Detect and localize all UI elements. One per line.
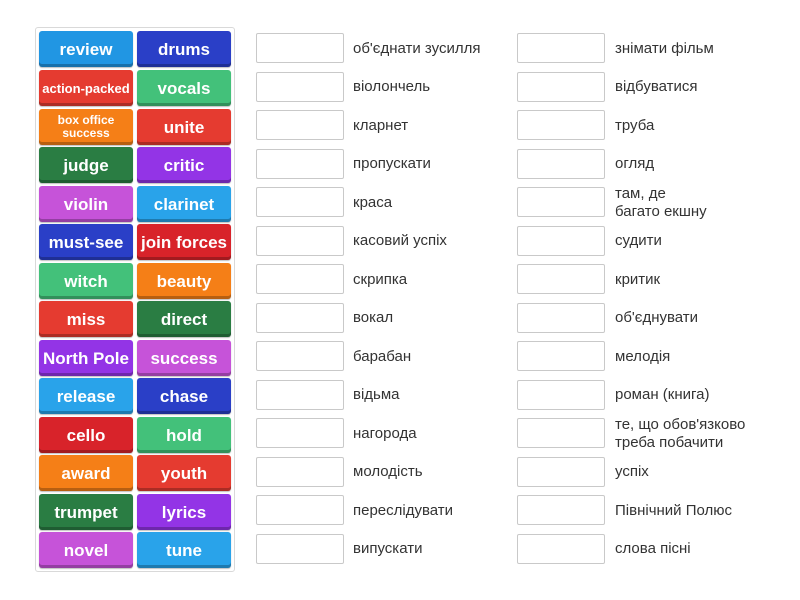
clue-text: Північний Полюс	[615, 502, 733, 519]
clue-text: труба	[615, 117, 655, 134]
answer-slot[interactable]	[256, 226, 344, 256]
clue-text: об'єднати зусилля	[353, 40, 481, 57]
clue-text: барабан	[353, 348, 412, 365]
tile-success[interactable]: success	[137, 340, 231, 376]
clue-text: пропускати	[353, 155, 431, 172]
answer-slot[interactable]	[256, 495, 344, 525]
clue-text: судити	[615, 232, 662, 249]
tile-judge[interactable]: judge	[39, 147, 133, 183]
tile-miss[interactable]: miss	[39, 301, 133, 337]
clue-text: огляд	[615, 155, 655, 172]
answer-slot[interactable]	[256, 303, 344, 333]
clue-text: роман (книга)	[615, 386, 710, 403]
clue-text: вокал	[353, 309, 394, 326]
answer-slot[interactable]	[256, 149, 344, 179]
clue-text-line1: те, що обов'язково	[615, 416, 746, 433]
tile-review[interactable]: review	[39, 31, 133, 67]
answer-slot[interactable]	[256, 33, 344, 63]
tile-must-see[interactable]: must-see	[39, 224, 133, 260]
clue-text: кларнет	[353, 117, 409, 134]
clue-text: молодість	[353, 463, 423, 480]
clue-text: переслідувати	[353, 502, 454, 519]
answer-slot[interactable]	[517, 341, 605, 371]
tile-beauty[interactable]: beauty	[137, 263, 231, 299]
answer-slot[interactable]	[256, 534, 344, 564]
tile-novel[interactable]: novel	[39, 532, 133, 568]
clue-text: краса	[353, 194, 393, 211]
tile-trumpet[interactable]: trumpet	[39, 494, 133, 530]
clue-text: успіх	[615, 463, 649, 480]
tile-direct[interactable]: direct	[137, 301, 231, 337]
tile-witch[interactable]: witch	[39, 263, 133, 299]
clue-text: слова пісні	[615, 540, 691, 557]
tile-chase[interactable]: chase	[137, 378, 231, 414]
tile-box-office-success[interactable]: box office success	[39, 109, 133, 145]
tile-release[interactable]: release	[39, 378, 133, 414]
answer-slot[interactable]	[256, 380, 344, 410]
tile-cello[interactable]: cello	[39, 417, 133, 453]
clue-text: знімати фільм	[615, 40, 714, 57]
answer-slot[interactable]	[517, 72, 605, 102]
answer-slot[interactable]	[517, 457, 605, 487]
clue-text-line2: багато екшну	[615, 203, 707, 220]
answer-slot[interactable]	[517, 149, 605, 179]
answer-slot[interactable]	[256, 418, 344, 448]
tile-hold[interactable]: hold	[137, 417, 231, 453]
clue-text: відьма	[353, 386, 400, 403]
answer-slot[interactable]	[517, 380, 605, 410]
clue-text: касовий успіх	[353, 232, 447, 249]
answer-slot[interactable]	[517, 264, 605, 294]
answer-slot[interactable]	[517, 110, 605, 140]
tile-vocals[interactable]: vocals	[137, 70, 231, 106]
word-bank	[35, 27, 235, 572]
clue-text: випускати	[353, 540, 423, 557]
clue-text: об'єднувати	[615, 309, 699, 326]
clue-text-line1: там, де	[615, 185, 666, 202]
answer-slot[interactable]	[256, 264, 344, 294]
clue-text: нагорода	[353, 425, 417, 442]
tile-lyrics[interactable]: lyrics	[137, 494, 231, 530]
tile-youth[interactable]: youth	[137, 455, 231, 491]
tile-north-pole[interactable]: North Pole	[39, 340, 133, 376]
clue-text: мелодія	[615, 348, 671, 365]
answer-slot[interactable]	[256, 341, 344, 371]
tile-action-packed[interactable]: action-packed	[39, 70, 133, 106]
tile-drums[interactable]: drums	[137, 31, 231, 67]
answer-slot[interactable]	[256, 187, 344, 217]
answer-slot[interactable]	[517, 495, 605, 525]
clue-text: скрипка	[353, 271, 408, 288]
tile-critic[interactable]: critic	[137, 147, 231, 183]
answer-slot[interactable]	[517, 534, 605, 564]
answer-slot[interactable]	[517, 187, 605, 217]
tile-award[interactable]: award	[39, 455, 133, 491]
tile-tune[interactable]: tune	[137, 532, 231, 568]
answer-slot[interactable]	[256, 457, 344, 487]
clue-text-line2: треба побачити	[615, 434, 724, 451]
clue-text: критик	[615, 271, 661, 288]
answer-slot[interactable]	[517, 418, 605, 448]
tile-unite[interactable]: unite	[137, 109, 231, 145]
tile-join-forces[interactable]: join forces	[137, 224, 231, 260]
answer-slot[interactable]	[517, 303, 605, 333]
answer-slot[interactable]	[517, 226, 605, 256]
clue-text: відбуватися	[615, 78, 698, 95]
answer-slot[interactable]	[517, 33, 605, 63]
tile-violin[interactable]: violin	[39, 186, 133, 222]
clue-text: віолончель	[353, 78, 431, 95]
answer-slot[interactable]	[256, 110, 344, 140]
tile-clarinet[interactable]: clarinet	[137, 186, 231, 222]
answer-slot[interactable]	[256, 72, 344, 102]
